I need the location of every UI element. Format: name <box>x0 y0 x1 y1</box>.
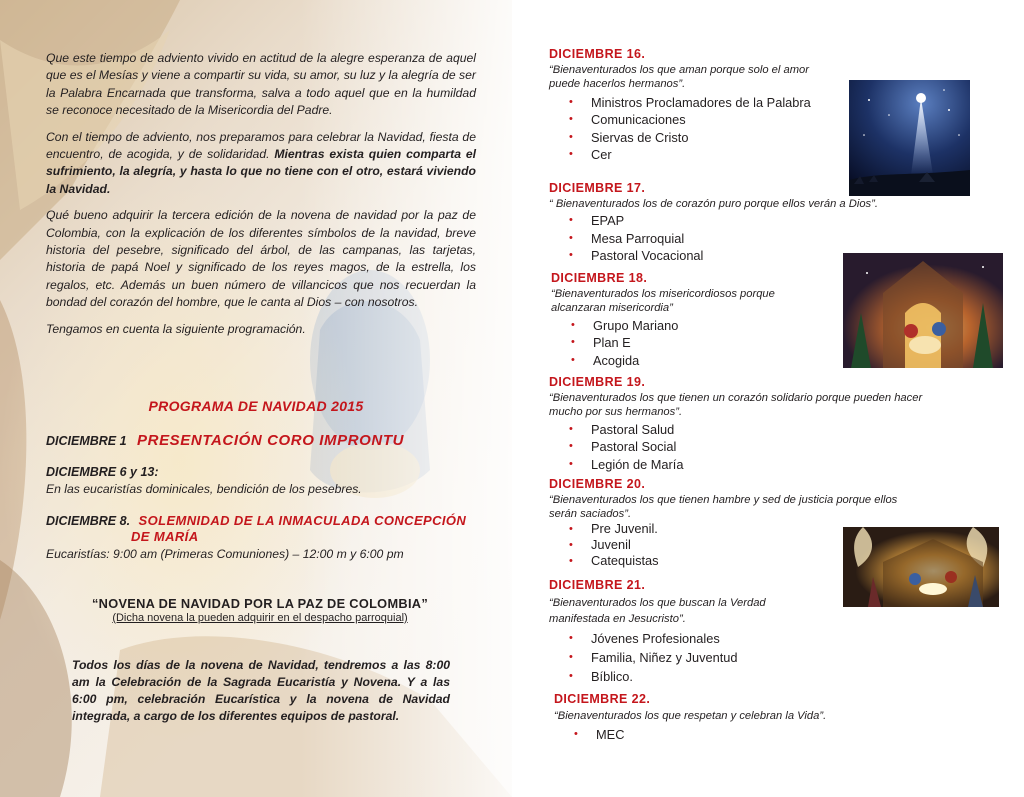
intro-paragraph: Que este tiempo de adviento vivido en actitud de la alegre esperanza de aquel que es el Mesías y viene a compartir su vida, su amor, su luz y la alegría de ser la Palabra Encarnada que transforma, salva a todo aquel que en la humildad se reconoce necesitado de la Misericordia del Padre. <box>46 51 476 118</box>
bullet-icon: • <box>571 336 575 349</box>
day-title: DICIEMBRE 18. <box>551 271 648 285</box>
dec1-event: PRESENTACIÓN CORO IMPRONTU <box>137 432 405 449</box>
day-title: DICIEMBRE 20. <box>549 477 646 491</box>
quote-line: puede hacerlos hermanos”. <box>549 78 686 91</box>
quote-line: manifestada en Jesucristo”. <box>549 613 686 625</box>
list-item <box>569 111 869 128</box>
list-item <box>569 648 849 667</box>
list-item-label: Mesa Parroquial <box>591 230 685 246</box>
bullet-icon: • <box>569 440 573 453</box>
group-list <box>569 421 1009 473</box>
bullet-icon: • <box>569 249 573 262</box>
day-title: DICIEMBRE 17. <box>549 181 646 195</box>
day-title: DICIEMBRE 16. <box>549 47 646 61</box>
day-quote <box>551 287 851 316</box>
list-item <box>569 94 869 111</box>
novena-note: (Dicha novena la pueden adquirir en el despacho parroquial) <box>112 612 408 624</box>
quote-line: mucho por sus hermanos”. <box>549 406 683 419</box>
nativity-angels-illustration <box>843 527 999 607</box>
day-dec-16 <box>549 47 869 163</box>
dec8-row <box>46 512 466 530</box>
quote-line: serán saciados”. <box>549 508 632 521</box>
list-item <box>569 456 1009 473</box>
bullet-icon: • <box>569 231 573 244</box>
list-item-label: Pre Juvenil. <box>591 520 658 536</box>
list-item <box>569 438 1009 455</box>
list-item-label: Grupo Mariano <box>593 317 679 333</box>
bullet-icon: • <box>569 130 573 143</box>
bullet-icon: • <box>569 95 573 108</box>
novena-edition-paragraph: Qué bueno adquirir la tercera edición de la novena de navidad por la paz de Colombia, con la explicación de los diferentes símbolos de la navidad, breve historia del pesebre, significado del árbol, de las campanas, las tarjetas, historia de papá Noel y significado de los reyes magos, de la estrella, los regalos, etc. Además un buen número de villancicos que nos recuerdan la bondad del corazón del hombre, que le canta al Dios – con nosotros. <box>46 208 476 310</box>
list-item-label: Comunicaciones <box>591 112 686 128</box>
bullet-icon: • <box>569 538 573 551</box>
list-item-label: EPAP <box>591 213 625 229</box>
day-quote <box>554 709 974 723</box>
list-item <box>569 629 849 648</box>
list-item-label: MEC <box>596 727 625 743</box>
quote-line: “Bienaventurados los que buscan la Verdad <box>549 597 766 609</box>
bullet-icon: • <box>569 670 573 682</box>
bullet-icon: • <box>574 728 578 741</box>
bullet-icon: • <box>569 651 573 663</box>
list-item <box>574 726 974 743</box>
quote-line: “Bienaventurados los que respetan y celebran la Vida”. <box>554 710 827 722</box>
program-intro-paragraph: Tengamos en cuenta la siguiente programación. <box>46 321 306 336</box>
list-item <box>569 667 849 686</box>
list-item-label: Acogida <box>593 352 640 368</box>
day-dec-22 <box>554 692 974 744</box>
quote-line: “Bienaventurados los que tienen un corazón solidario porque pueden hacer <box>549 392 923 404</box>
quote-line: alcanzaran misericordia” <box>551 302 673 315</box>
day-title: DICIEMBRE 22. <box>554 692 651 706</box>
group-list <box>574 726 974 743</box>
quote-line: “Bienaventurados los misericordiosos porque <box>551 288 775 300</box>
quote-line: “ Bienaventurados los de corazón puro porque ellos verán a Dios”. <box>549 198 878 210</box>
bullet-icon: • <box>569 422 573 435</box>
advent-paragraph <box>46 129 476 199</box>
list-item <box>569 129 869 146</box>
dec6-label: DICIEMBRE 6 y 13 <box>46 465 155 479</box>
day-quote <box>549 391 1009 420</box>
bullet-icon: • <box>569 457 573 470</box>
list-item <box>569 230 1009 247</box>
bullet-icon: • <box>569 148 573 161</box>
intro-text <box>46 50 476 338</box>
list-item-label: Bíblico. <box>591 669 633 684</box>
dec6-row <box>46 463 159 481</box>
dec8-event: SOLEMNIDAD DE LA INMACULADA CONCEPCIÓN <box>138 513 467 528</box>
star-of-bethlehem-image <box>849 80 970 196</box>
group-list <box>569 629 849 686</box>
star-of-bethlehem-illustration <box>849 80 970 196</box>
bullet-icon: • <box>571 353 575 366</box>
list-item-label: Cer <box>591 147 612 163</box>
list-item-label: Familia, Niñez y Juventud <box>591 650 738 665</box>
bullet-icon: • <box>569 113 573 126</box>
dec8-event-line2: DE MARÍA <box>131 529 199 544</box>
bullet-icon: • <box>569 554 573 567</box>
group-list <box>569 94 869 164</box>
bullet-icon: • <box>569 632 573 644</box>
list-item-label: Jóvenes Profesionales <box>591 631 720 646</box>
dec8-label: DICIEMBRE 8 <box>46 514 127 528</box>
list-item <box>571 334 851 351</box>
list-item-label: Ministros Proclamadores de la Palabra <box>591 94 811 110</box>
list-item-label: Plan E <box>593 335 631 351</box>
dec1-label: DICIEMBRE 1 <box>46 434 127 448</box>
list-item-label: Siervas de Cristo <box>591 129 689 145</box>
dec8-text: Eucaristías: 9:00 am (Primeras Comuniones) – 12:00 m y 6:00 pm <box>46 547 404 561</box>
list-item-label: Pastoral Salud <box>591 421 675 437</box>
day-quote <box>549 493 989 522</box>
advent-text: Con el tiempo de adviento, nos preparamos para celebrar la Navidad, fiesta de encuentro, de acogida, y de solidaridad. <box>46 129 476 162</box>
dec6-colon: : <box>154 465 159 479</box>
novena-title: “NOVENA DE NAVIDAD POR LA PAZ DE COLOMBIA” <box>91 596 429 611</box>
dec8-dot: . <box>126 514 131 528</box>
list-item-label: Legión de María <box>591 456 684 472</box>
group-list <box>571 317 851 369</box>
list-item <box>569 421 1009 438</box>
day-title: DICIEMBRE 19. <box>549 375 646 389</box>
bullet-icon: • <box>569 522 573 535</box>
list-item <box>571 317 851 334</box>
bullet-icon: • <box>569 214 573 227</box>
day-dec-21 <box>549 578 849 686</box>
day-title: DICIEMBRE 21. <box>549 578 646 592</box>
advent-bold-text: Mientras exista quien comparta el sufrimiento, la alegría, y hasta lo que no tiene con el otro, estará viviendo la Navidad. <box>46 147 476 196</box>
list-item-label: Pastoral Vocacional <box>591 248 704 264</box>
quote-line: “Bienaventurados los que tienen hambre y sed de justicia porque ellos <box>549 494 898 506</box>
day-dec-19 <box>549 375 1009 473</box>
day-quote <box>549 595 849 627</box>
day-dec-18 <box>551 271 851 369</box>
church-nativity-image <box>843 253 1003 368</box>
bullet-icon: • <box>571 318 575 331</box>
list-item-label: Catequistas <box>591 552 659 568</box>
right-panel <box>512 0 1024 797</box>
day-quote <box>549 197 1009 211</box>
day-quote <box>549 63 869 92</box>
list-item-label: Juvenil <box>591 536 631 552</box>
list-item <box>569 212 1009 229</box>
list-item <box>571 352 851 369</box>
church-nativity-illustration <box>843 253 1003 368</box>
nativity-angels-image <box>843 527 999 607</box>
list-item-label: Pastoral Social <box>591 439 677 455</box>
closing-paragraph: Todos los días de la novena de Navidad, tendremos a las 8:00 am la Celebración de la Sagrada Eucaristía y Novena. Y a las 6:00 pm, celebración Eucarística y la novena de Navidad integrada, a cargo de los diferentes equipos de pastoral. <box>72 658 450 723</box>
dec6-text: En las eucaristías dominicales, bendición de los pesebres. <box>46 482 362 496</box>
quote-line: “Bienaventurados los que aman porque solo el amor <box>549 64 809 76</box>
dec1-row <box>46 432 404 450</box>
list-item <box>569 146 869 163</box>
program-title: PROGRAMA DE NAVIDAD 2015 <box>148 398 364 414</box>
